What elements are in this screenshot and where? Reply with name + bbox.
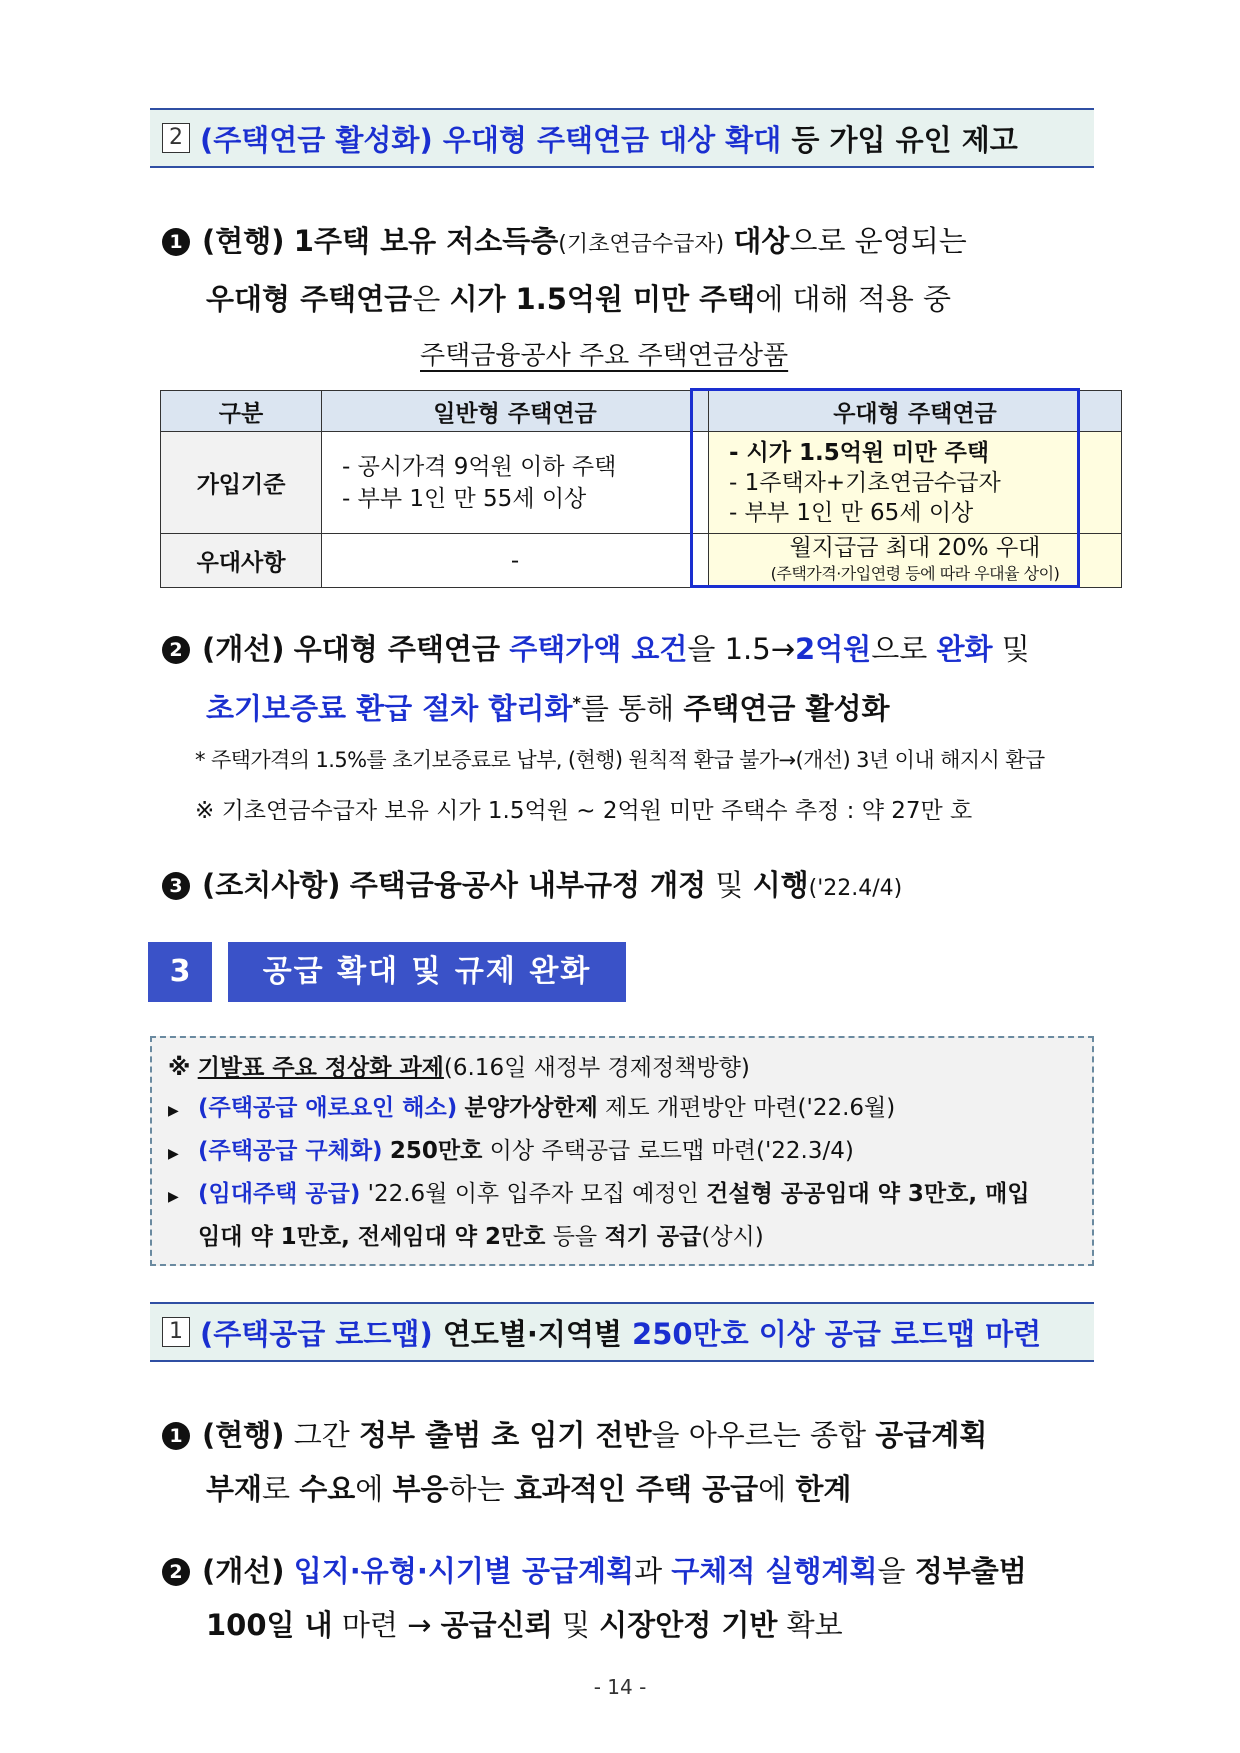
text: 우대형 주택연금 [293, 632, 500, 666]
row-label: 가입기준 [161, 432, 322, 534]
section-title-paren: (주택연금 활성화) [200, 122, 433, 157]
text: 은 [412, 282, 441, 316]
text: 이상 주택공급 로드맵 마련('22.3/4) [489, 1138, 854, 1164]
text: 입지·유형·시기별 공급계획 [293, 1554, 635, 1588]
section-title-highlight: 우대형 주택연금 대상 확대 [442, 122, 782, 157]
text: 1주택 보유 저소득층 [293, 224, 559, 258]
text: 에 [355, 1472, 384, 1506]
table-caption: 주택금융공사 주요 주택연금상품 [420, 341, 789, 371]
section-number: 1 [162, 1317, 190, 1347]
text: 기발표 주요 정상화 과제 [197, 1055, 444, 1081]
text: 과 [634, 1554, 663, 1588]
text: 으로 [871, 632, 928, 666]
bullet-number-icon: 2 [162, 1558, 190, 1586]
bullet-number-icon: 2 [162, 636, 190, 664]
page-number: - 14 - [593, 1675, 647, 1699]
text: 건설형 공공임대 약 3만호, 매입 [706, 1181, 1030, 1207]
table-cell [709, 432, 1122, 534]
summary-item [168, 1131, 1076, 1174]
text: 시가 1.5억원 미만 주택 [449, 282, 756, 316]
text: (주택공급 구체화) [198, 1138, 383, 1164]
header-cell: 일반형 주택연금 [322, 391, 709, 432]
text: 초기보증료 환급 절차 합리화 [206, 691, 573, 726]
text: 제도 개편방안 마련('22.6월) [605, 1095, 896, 1121]
cell-line: - 부부 1인 만 65세 이상 [729, 499, 974, 526]
cell-note: (주택가격·가입연령 등에 따라 우대율 상이) [770, 563, 1060, 583]
cell-line: - 1주택자+기초연금수급자 [729, 469, 1001, 496]
text: 250만호 [389, 1138, 483, 1164]
text: 공급계획 [875, 1418, 988, 1452]
text: 부응 [392, 1472, 449, 1506]
text: 확보 [786, 1608, 843, 1642]
text: 한계 [795, 1472, 852, 1506]
chapter-title: 공급 확대 및 규제 완화 [228, 942, 626, 1002]
text: 분양가상한제 [464, 1095, 598, 1121]
text: 및 [715, 868, 744, 902]
chapter-number: 3 [148, 942, 212, 1002]
text: 적기 공급 [604, 1224, 702, 1250]
section-header-2 [150, 108, 1094, 168]
tag: (현행) [202, 1418, 285, 1452]
table-cell: - [322, 534, 709, 588]
text: 시행 [752, 868, 809, 902]
text: 주택금융공사 내부규정 개정 [349, 868, 707, 902]
summary-item [168, 1088, 1076, 1131]
text: 을 아우르는 종합 [651, 1418, 867, 1452]
text: 임대 약 1만호, 전세임대 약 2만호 [198, 1224, 546, 1250]
text: 으로 운영되는 [789, 224, 967, 258]
text: 부재 [206, 1472, 263, 1506]
triangle-bullet-icon: ▶ [168, 1103, 179, 1119]
text: 등을 [552, 1224, 598, 1250]
text: 대상 [733, 224, 790, 258]
bullet-number-icon: 1 [162, 1422, 190, 1450]
paragraph-current-supply [162, 1408, 1102, 1516]
footnote: * 주택가격의 1.5%를 초기보증료로 납부, (현행) 원칙적 환급 불가→(개선) 3년 이내 해지시 환급 [195, 748, 1045, 772]
paragraph-current [162, 214, 1102, 326]
text: (기초연금수급자) [558, 232, 725, 257]
section-title-text: 연도별·지역별 [442, 1316, 622, 1351]
text: 완화 [936, 632, 993, 666]
header-cell: 구분 [161, 391, 322, 432]
text: 및 [1001, 632, 1030, 666]
triangle-bullet-icon: ▶ [168, 1189, 179, 1205]
reference-note: ※ 기초연금수급자 보유 시가 1.5억원 ~ 2억원 미만 주택수 추정 : 약 27만 호 [195, 798, 973, 824]
paragraph-improvement-supply [162, 1544, 1102, 1652]
section-number: 2 [162, 123, 190, 153]
text: 공급신뢰 [440, 1608, 553, 1642]
table-cell [709, 534, 1122, 588]
text: 을 [877, 1554, 906, 1588]
tag: (개선) [202, 1554, 285, 1588]
section-header-3-1 [150, 1302, 1094, 1362]
text: 100일 내 [206, 1608, 333, 1642]
text: 수요 [299, 1472, 356, 1506]
text: 우대형 주택연금 [206, 282, 413, 316]
product-table [160, 390, 1122, 588]
text: 구체적 실행계획 [671, 1554, 878, 1588]
table-row [161, 534, 1122, 588]
tag: (조치사항) [202, 868, 341, 902]
table-header-row [161, 391, 1122, 432]
text: 및 [561, 1608, 590, 1642]
text: 로 [262, 1472, 291, 1506]
text: 에 [758, 1472, 787, 1506]
footnote-mark: * [572, 693, 581, 712]
text: 주택가액 요건 [509, 632, 688, 666]
table-cell [322, 432, 709, 534]
text: 에 대해 적용 중 [755, 282, 951, 316]
cell-line: - 부부 1인 만 55세 이상 [342, 485, 587, 512]
text: 2억원 [795, 632, 872, 666]
summary-heading [168, 1048, 1076, 1088]
header-cell: 우대형 주택연금 [709, 391, 1122, 432]
tag: (개선) [202, 632, 285, 666]
cell-line: - 공시가격 9억원 이하 주택 [342, 453, 617, 480]
text: 시장안정 기반 [599, 1608, 778, 1642]
triangle-bullet-icon: ▶ [168, 1146, 179, 1162]
text: 그간 [293, 1418, 350, 1452]
summary-box [150, 1036, 1094, 1266]
bullet-number-icon: 3 [162, 872, 190, 900]
text: 를 통해 [580, 691, 675, 726]
table-row [161, 432, 1122, 534]
text: 정부출범 [914, 1554, 1027, 1588]
tag: (현행) [202, 224, 285, 258]
summary-item-continued [168, 1217, 1076, 1257]
reference-mark-icon: ※ [168, 1055, 191, 1081]
text: 효과적인 주택 공급 [513, 1472, 759, 1506]
bullet-number-icon: 1 [162, 228, 190, 256]
text: 주택연금 활성화 [683, 691, 890, 726]
paragraph-improvement [162, 622, 1102, 736]
text: 을 1.5→ [687, 632, 796, 666]
section-title-highlight: 250만호 이상 공급 로드맵 마련 [632, 1316, 1042, 1351]
cell-line: 월지급금 최대 20% 우대 [789, 534, 1041, 561]
text: '22.6월 이후 입주자 모집 예정인 [367, 1181, 699, 1207]
row-label: 우대사항 [161, 534, 322, 588]
summary-item [168, 1174, 1076, 1217]
text: (6.16일 새정부 경제정책방향) [443, 1055, 750, 1081]
text: 정부 출범 초 임기 전반 [359, 1418, 652, 1452]
text: 마련 → [341, 1608, 432, 1642]
text: ('22.4/4) [808, 876, 903, 901]
section-title-rest: 등 가입 유인 제고 [791, 122, 1018, 157]
section-title-paren: (주택공급 로드맵) [200, 1316, 433, 1351]
text: 하는 [448, 1472, 505, 1506]
text: (주택공급 애로요인 해소) [198, 1095, 458, 1121]
text: (임대주택 공급) [198, 1181, 361, 1207]
paragraph-measures [162, 858, 1102, 916]
text: (상시) [701, 1224, 764, 1250]
cell-line: - 시가 1.5억원 미만 주택 [729, 439, 990, 466]
